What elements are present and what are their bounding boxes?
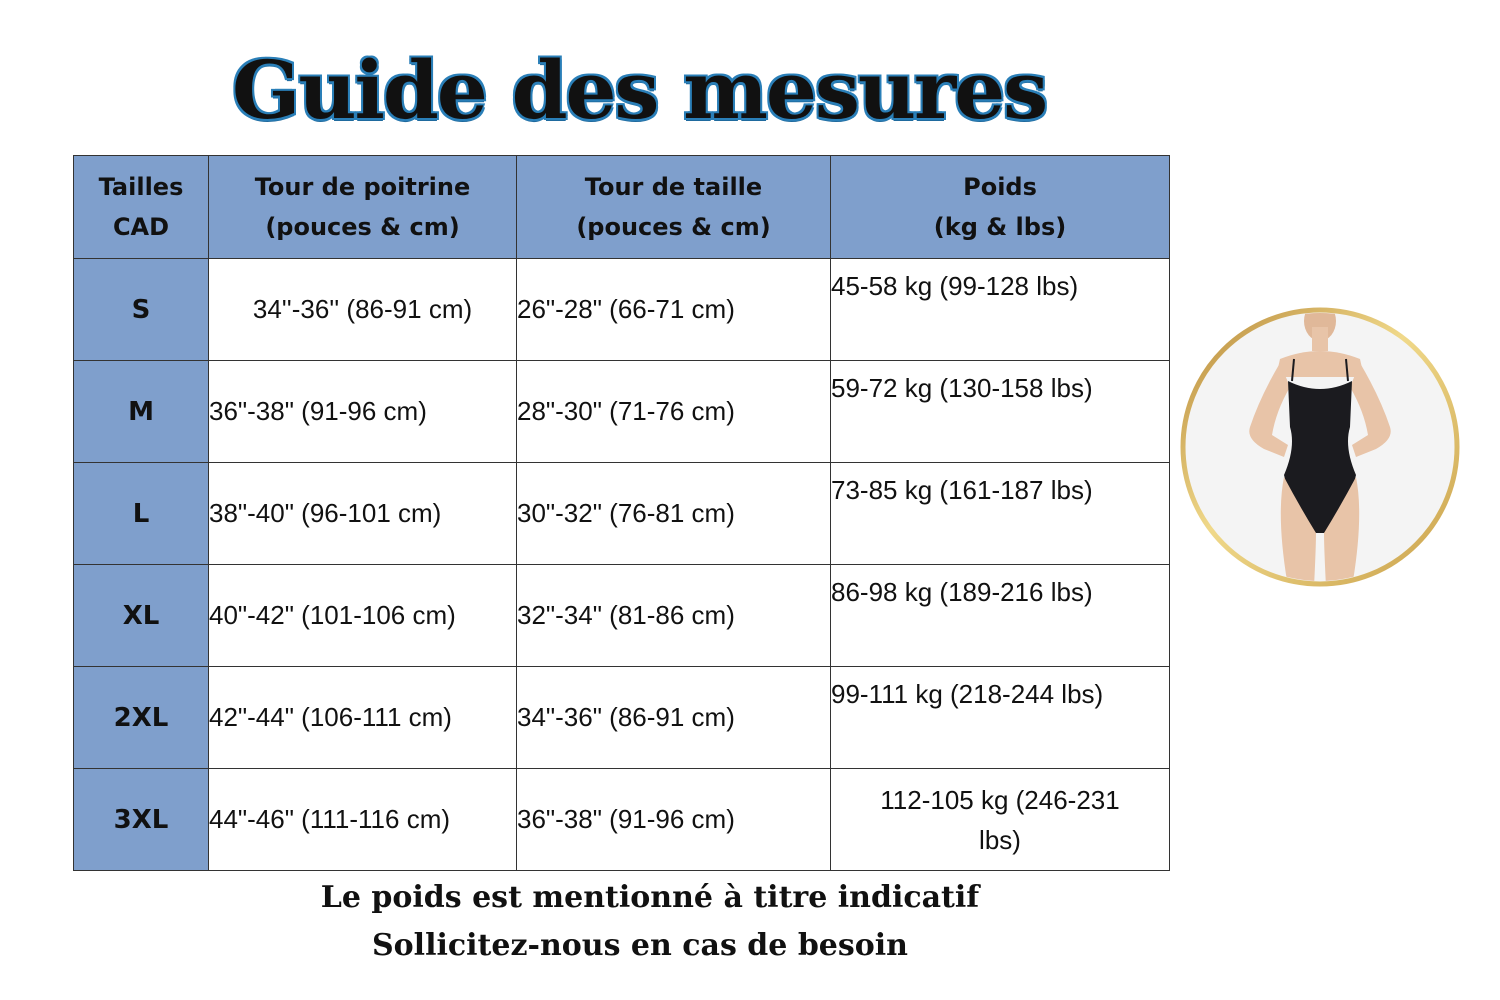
header-weight: Poids (kg & lbs) bbox=[831, 156, 1170, 259]
chest-cell: 40"-42" (101-106 cm) bbox=[209, 565, 517, 667]
footnote-contact-us: Sollicitez-nous en cas de besoin bbox=[372, 928, 908, 963]
weight-cell: 86-98 kg (189-216 lbs) bbox=[831, 565, 1170, 667]
table-row bbox=[74, 667, 1170, 769]
table-header-row bbox=[74, 156, 1170, 259]
chest-cell: 36"-38" (91-96 cm) bbox=[209, 361, 517, 463]
table-row bbox=[74, 463, 1170, 565]
table-row bbox=[74, 565, 1170, 667]
waist-cell: 34"-36" (86-91 cm) bbox=[517, 667, 831, 769]
waist-cell: 28"-30" (71-76 cm) bbox=[517, 361, 831, 463]
page-title: Guide des mesures bbox=[232, 43, 1047, 137]
waist-cell: 36"-38" (91-96 cm) bbox=[517, 769, 831, 871]
weight-cell: 73-85 kg (161-187 lbs) bbox=[831, 463, 1170, 565]
chest-cell: 38"-40" (96-101 cm) bbox=[209, 463, 517, 565]
size-cell: S bbox=[74, 259, 209, 361]
waist-cell: 32"-34" (81-86 cm) bbox=[517, 565, 831, 667]
header-sizes: Tailles CAD bbox=[74, 156, 209, 259]
size-cell: 2XL bbox=[74, 667, 209, 769]
weight-cell: 45-58 kg (99-128 lbs) bbox=[831, 259, 1170, 361]
size-cell: L bbox=[74, 463, 209, 565]
chest-cell: 42"-44" (106-111 cm) bbox=[209, 667, 517, 769]
chest-cell: 44"-46" (111-116 cm) bbox=[209, 769, 517, 871]
table-row bbox=[74, 259, 1170, 361]
waist-cell: 26"-28" (66-71 cm) bbox=[517, 259, 831, 361]
weight-cell: 112-105 kg (246-231 lbs) bbox=[831, 769, 1170, 871]
size-cell: M bbox=[74, 361, 209, 463]
header-chest: Tour de poitrine (pouces & cm) bbox=[209, 156, 517, 259]
size-table bbox=[73, 155, 1170, 871]
waist-cell: 30"-32" (76-81 cm) bbox=[517, 463, 831, 565]
footnote-weight-indicative: Le poids est mentionné à titre indicatif bbox=[320, 880, 980, 915]
size-cell: 3XL bbox=[74, 769, 209, 871]
table-row bbox=[74, 361, 1170, 463]
weight-cell: 59-72 kg (130-158 lbs) bbox=[831, 361, 1170, 463]
chest-cell: 34''-36'' (86-91 cm) bbox=[209, 259, 517, 361]
bodysuit-model-photo bbox=[1180, 307, 1460, 587]
weight-cell: 99-111 kg (218-244 lbs) bbox=[831, 667, 1170, 769]
header-waist: Tour de taille (pouces & cm) bbox=[517, 156, 831, 259]
size-cell: XL bbox=[74, 565, 209, 667]
table-row bbox=[74, 769, 1170, 871]
